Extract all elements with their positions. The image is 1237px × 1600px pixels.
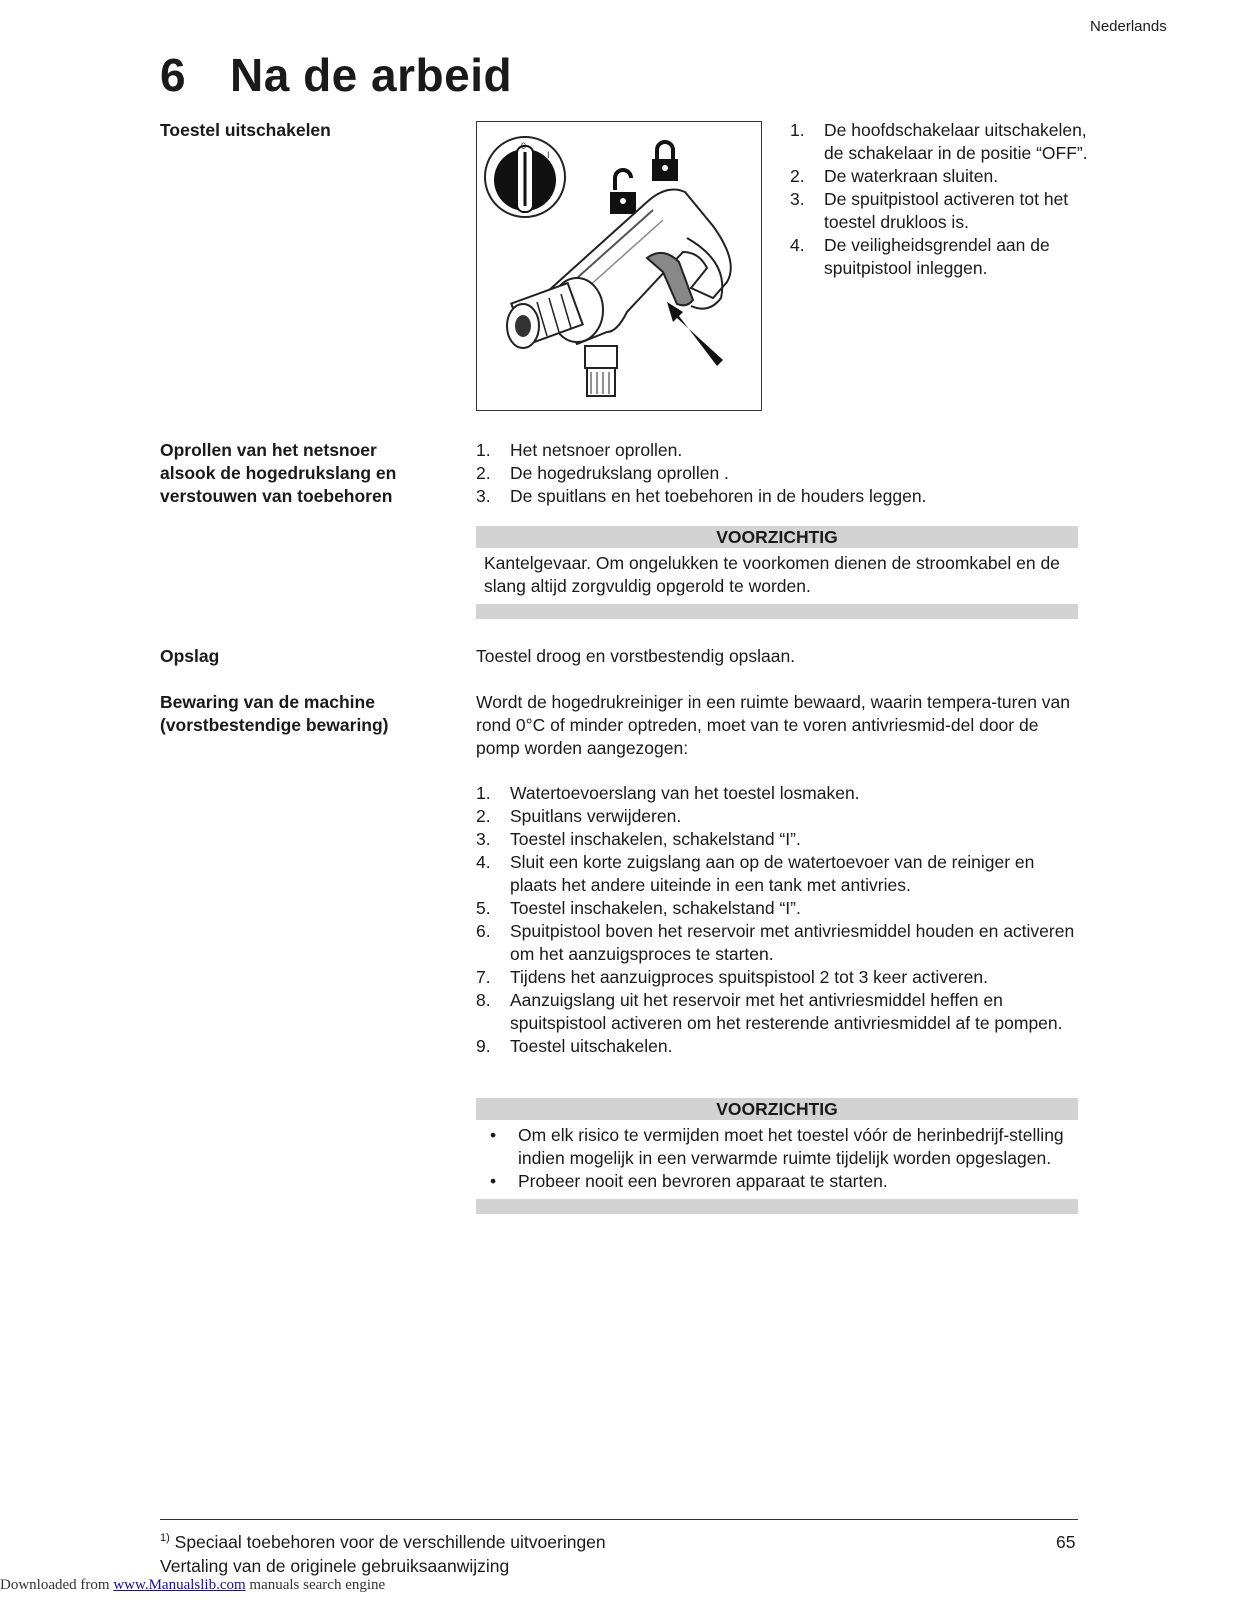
- list-item: 1. De hoofdschakelaar uitschakelen, de schakelaar in de positie “OFF”.: [790, 120, 1088, 163]
- rolling-steps: [476, 439, 1078, 508]
- list-item: 3. De spuitlans en het toebehoren in de houders leggen.: [476, 486, 927, 506]
- frost-intro: Wordt de hogedrukreiniger in een ruimte bewaard, waarin tempera-turen van rond 0°C of minder optreden, moet van te voren antivriesmid-del door de pomp worden aangezogen:: [476, 692, 1071, 758]
- spray-gun-illustration: [477, 122, 761, 410]
- footnote: $^{1)}$ Speciaal toebehoren voor de verschillende uitvoeringen: [160, 1532, 606, 1552]
- list-item: 2. De waterkraan sluiten.: [790, 166, 999, 186]
- chapter-title: Na de arbeid: [230, 49, 513, 101]
- list-item: 3. De spuitpistool activeren tot het toestel drukloos is.: [790, 189, 1069, 232]
- manualslib-link[interactable]: www.Manualslib.com: [113, 1577, 246, 1593]
- section-heading-frost: Bewaring van de machine (vorstbestendige bewaring): [160, 692, 389, 735]
- list-item: • Om elk risico te vermijden moet het toestel vóór de herinbedrijf-stelling indien mogelijk in een verwarmde ruimte tijdelijk worden opgeslagen.: [490, 1125, 1064, 1168]
- download-watermark: Downloaded from www.Manualslib.com manuals search engine: [0, 1577, 386, 1593]
- section-heading-storage: Opslag: [160, 646, 220, 666]
- language-label: Nederlands: [1090, 18, 1167, 35]
- list-item: • Probeer nooit een bevroren apparaat te starten.: [490, 1171, 888, 1191]
- footer-divider: [160, 1519, 1078, 1520]
- list-item: 5. Toestel inschakelen, schakelstand “I”.: [476, 898, 801, 918]
- list-item: 2. Spuitlans verwijderen.: [476, 806, 682, 826]
- list-item: 7. Tijdens het aanzuigproces spuitspistool 2 tot 3 keer activeren.: [476, 967, 988, 987]
- list-item: 4. De veiligheidsgrendel aan de spuitpistool inleggen.: [790, 235, 1050, 278]
- translation-note: Vertaling van de originele gebruiksaanwijzing: [160, 1556, 510, 1576]
- caution-text: [476, 1120, 1078, 1199]
- list-item: 1. Watertoevoerslang van het toestel losmaken.: [476, 783, 860, 803]
- list-item: 3. Toestel inschakelen, schakelstand “I”.: [476, 829, 801, 849]
- caution-footer-bar: [476, 604, 1078, 619]
- list-item: 1. Het netsnoer oprollen.: [476, 440, 683, 460]
- section-heading-rolling: Oprollen van het netsnoer alsook de hogedrukslang en verstouwen van toebehoren: [160, 440, 397, 506]
- switch-label-1: I: [547, 150, 550, 160]
- caution-box-frost: [476, 1098, 1078, 1214]
- caution-title: VOORZICHTIG: [476, 1098, 1078, 1120]
- list-item: 9. Toestel uitschakelen.: [476, 1036, 673, 1056]
- page-number: 65: [1056, 1532, 1076, 1552]
- list-item: 4. Sluit een korte zuigslang aan op de watertoevoer van de reiniger en plaats het andere uiteinde in een tank met antivries.: [476, 852, 1035, 895]
- spray-gun-figure: [476, 121, 762, 411]
- chapter-number: 6: [160, 49, 187, 101]
- section-heading-switch-off: Toestel uitschakelen: [160, 120, 331, 140]
- frost-steps: [476, 782, 1078, 1058]
- list-item: 2. De hogedrukslang oprollen .: [476, 463, 729, 483]
- list-item: 8. Aanzuigslang uit het reservoir met het antivriesmiddel heffen en spuitspistool activeren om het resterende antivriesmiddel af te pompen.: [476, 990, 1063, 1033]
- storage-text: Toestel droog en vorstbestendig opslaan.: [476, 646, 796, 666]
- lock-closed-icon: [652, 142, 678, 181]
- caution-title: VOORZICHTIG: [476, 526, 1078, 548]
- switch-label-0: 0: [521, 141, 527, 151]
- switch-off-steps: [790, 119, 1090, 280]
- caution-text: Kantelgevaar. Om ongelukken te voorkomen dienen de stroomkabel en de slang altijd zorgvuldig opgerold te worden.: [484, 553, 1060, 596]
- caution-box-rolling: [476, 526, 1078, 619]
- caution-footer-bar: [476, 1199, 1078, 1214]
- arrow-icon: [667, 302, 723, 366]
- list-item: 6. Spuitpistool boven het reservoir met antivriesmiddel houden en activeren om het aanzuigsproces te starten.: [476, 921, 1075, 964]
- lock-open-icon: [610, 170, 636, 214]
- chapter-heading: [160, 48, 512, 102]
